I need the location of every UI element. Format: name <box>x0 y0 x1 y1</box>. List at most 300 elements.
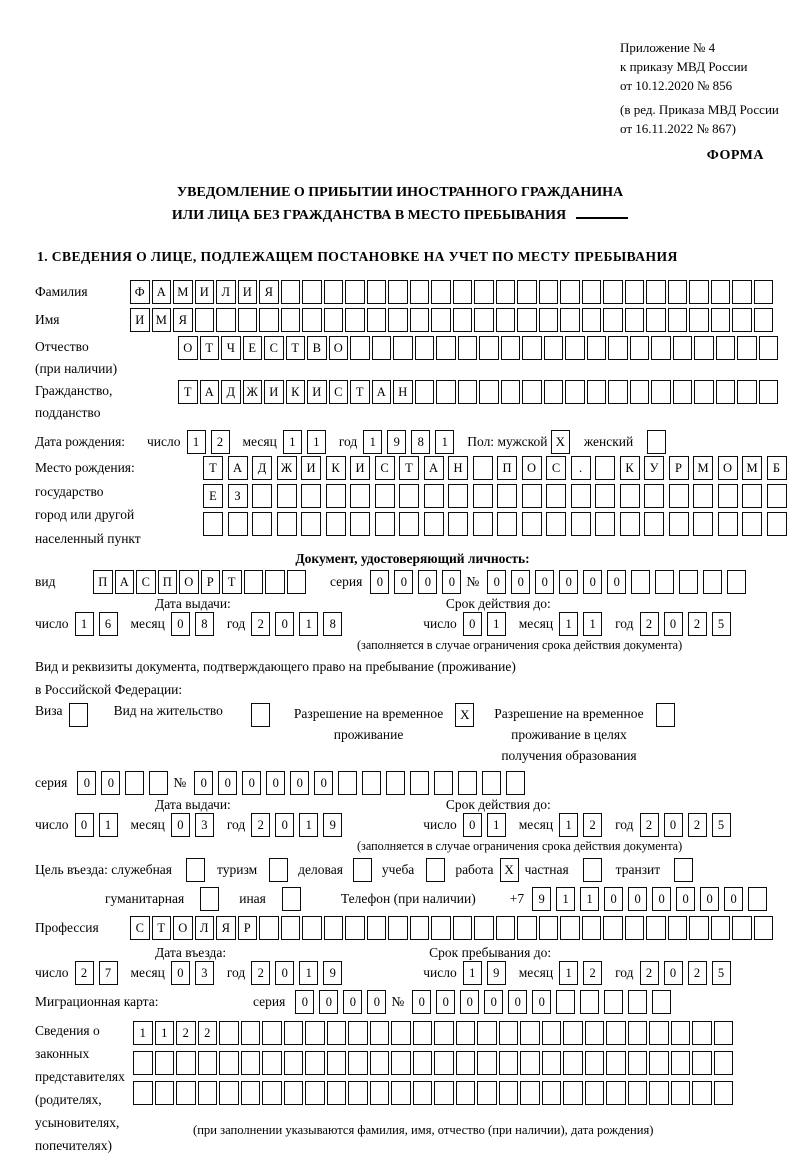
birth-place-input-row-1[interactable] <box>203 456 791 480</box>
char-cell[interactable] <box>477 1021 497 1045</box>
birth-year-input[interactable] <box>363 430 459 454</box>
char-cell[interactable] <box>176 1081 196 1105</box>
char-cell[interactable] <box>479 336 499 360</box>
char-cell[interactable]: О <box>179 570 199 594</box>
char-cell[interactable]: О <box>718 456 738 480</box>
char-cell[interactable]: 0 <box>218 771 237 795</box>
char-cell[interactable] <box>520 1021 540 1045</box>
identity-expiry-day-input[interactable] <box>463 612 511 636</box>
doc-kind-input[interactable] <box>93 570 308 594</box>
char-cell[interactable]: 7 <box>99 961 118 985</box>
char-cell[interactable]: 1 <box>363 430 382 454</box>
char-cell[interactable]: Т <box>350 380 370 404</box>
char-cell[interactable] <box>732 916 752 940</box>
char-cell[interactable]: З <box>228 484 248 508</box>
char-cell[interactable] <box>219 1081 239 1105</box>
residence-series-input[interactable] <box>77 771 173 795</box>
char-cell[interactable] <box>671 1081 691 1105</box>
char-cell[interactable] <box>301 512 321 536</box>
char-cell[interactable]: Ж <box>243 380 263 404</box>
char-cell[interactable]: 2 <box>640 612 659 636</box>
stay-month-input[interactable] <box>559 961 607 985</box>
char-cell[interactable] <box>362 771 381 795</box>
char-cell[interactable]: 2 <box>251 612 270 636</box>
char-cell[interactable] <box>393 336 413 360</box>
char-cell[interactable]: 0 <box>412 990 431 1014</box>
char-cell[interactable]: 2 <box>583 961 602 985</box>
char-cell[interactable]: О <box>173 916 193 940</box>
char-cell[interactable] <box>228 512 248 536</box>
char-cell[interactable] <box>689 280 709 304</box>
char-cell[interactable] <box>539 280 559 304</box>
char-cell[interactable] <box>520 1081 540 1105</box>
char-cell[interactable] <box>375 484 395 508</box>
char-cell[interactable] <box>391 1081 411 1105</box>
char-cell[interactable]: 0 <box>171 612 190 636</box>
char-cell[interactable] <box>324 308 344 332</box>
char-cell[interactable] <box>655 570 674 594</box>
char-cell[interactable] <box>350 336 370 360</box>
char-cell[interactable] <box>711 308 731 332</box>
char-cell[interactable]: 2 <box>198 1021 218 1045</box>
char-cell[interactable] <box>324 916 344 940</box>
char-cell[interactable] <box>606 1021 626 1045</box>
char-cell[interactable]: 1 <box>75 612 94 636</box>
char-cell[interactable] <box>327 1021 347 1045</box>
char-cell[interactable]: И <box>301 456 321 480</box>
char-cell[interactable] <box>391 1051 411 1075</box>
char-cell[interactable] <box>370 1051 390 1075</box>
char-cell[interactable] <box>474 280 494 304</box>
purpose-business-checkbox[interactable] <box>353 858 372 882</box>
char-cell[interactable] <box>473 484 493 508</box>
char-cell[interactable] <box>284 1051 304 1075</box>
char-cell[interactable]: Д <box>252 456 272 480</box>
char-cell[interactable] <box>711 280 731 304</box>
char-cell[interactable] <box>669 512 689 536</box>
char-cell[interactable] <box>714 1021 734 1045</box>
char-cell[interactable] <box>238 308 258 332</box>
char-cell[interactable] <box>262 1081 282 1105</box>
char-cell[interactable]: 1 <box>583 612 602 636</box>
char-cell[interactable] <box>517 280 537 304</box>
purpose-transit-checkbox[interactable] <box>674 858 693 882</box>
char-cell[interactable] <box>477 1051 497 1075</box>
char-cell[interactable]: 0 <box>242 771 261 795</box>
char-cell[interactable]: 0 <box>436 990 455 1014</box>
char-cell[interactable] <box>585 1081 605 1105</box>
char-cell[interactable]: 5 <box>712 612 731 636</box>
char-cell[interactable]: 1 <box>487 612 506 636</box>
char-cell[interactable] <box>595 456 615 480</box>
char-cell[interactable]: Е <box>243 336 263 360</box>
residence-expiry-month-input[interactable] <box>559 813 607 837</box>
char-cell[interactable]: А <box>228 456 248 480</box>
char-cell[interactable]: 0 <box>343 990 362 1014</box>
char-cell[interactable]: Б <box>767 456 787 480</box>
char-cell[interactable] <box>625 280 645 304</box>
char-cell[interactable] <box>560 916 580 940</box>
char-cell[interactable] <box>544 336 564 360</box>
char-cell[interactable] <box>327 1051 347 1075</box>
char-cell[interactable] <box>388 308 408 332</box>
char-cell[interactable] <box>522 336 542 360</box>
char-cell[interactable]: А <box>372 380 392 404</box>
char-cell[interactable]: 2 <box>640 961 659 985</box>
char-cell[interactable]: 9 <box>532 887 551 911</box>
char-cell[interactable]: И <box>238 280 258 304</box>
char-cell[interactable]: С <box>130 916 150 940</box>
representatives-input-row-2[interactable] <box>133 1051 735 1075</box>
char-cell[interactable]: 0 <box>535 570 554 594</box>
char-cell[interactable]: И <box>130 308 150 332</box>
char-cell[interactable]: 0 <box>700 887 719 911</box>
identity-expiry-year-input[interactable] <box>640 612 736 636</box>
char-cell[interactable]: 1 <box>187 430 206 454</box>
char-cell[interactable]: 1 <box>487 813 506 837</box>
char-cell[interactable] <box>646 308 666 332</box>
char-cell[interactable]: 0 <box>463 813 482 837</box>
char-cell[interactable] <box>456 1021 476 1045</box>
char-cell[interactable] <box>556 990 575 1014</box>
char-cell[interactable] <box>668 916 688 940</box>
char-cell[interactable]: К <box>620 456 640 480</box>
char-cell[interactable] <box>689 916 709 940</box>
char-cell[interactable] <box>608 380 628 404</box>
char-cell[interactable] <box>219 1051 239 1075</box>
char-cell[interactable] <box>595 484 615 508</box>
char-cell[interactable] <box>628 1021 648 1045</box>
char-cell[interactable] <box>301 484 321 508</box>
char-cell[interactable] <box>281 916 301 940</box>
char-cell[interactable] <box>544 380 564 404</box>
char-cell[interactable]: А <box>424 456 444 480</box>
phone-input[interactable] <box>532 887 772 911</box>
char-cell[interactable]: 0 <box>532 990 551 1014</box>
char-cell[interactable] <box>415 380 435 404</box>
char-cell[interactable] <box>434 771 453 795</box>
char-cell[interactable]: О <box>178 336 198 360</box>
identity-issue-day-input[interactable] <box>75 612 123 636</box>
char-cell[interactable]: Д <box>221 380 241 404</box>
char-cell[interactable] <box>546 484 566 508</box>
char-cell[interactable] <box>350 512 370 536</box>
char-cell[interactable] <box>644 484 664 508</box>
char-cell[interactable] <box>560 308 580 332</box>
char-cell[interactable] <box>754 916 774 940</box>
char-cell[interactable]: 1 <box>559 612 578 636</box>
char-cell[interactable]: М <box>693 456 713 480</box>
char-cell[interactable] <box>628 990 647 1014</box>
char-cell[interactable] <box>345 280 365 304</box>
char-cell[interactable] <box>628 1081 648 1105</box>
char-cell[interactable] <box>345 308 365 332</box>
char-cell[interactable]: 2 <box>251 961 270 985</box>
char-cell[interactable] <box>219 1021 239 1045</box>
surname-input[interactable] <box>130 280 775 304</box>
char-cell[interactable] <box>651 380 671 404</box>
char-cell[interactable]: 8 <box>411 430 430 454</box>
char-cell[interactable] <box>539 916 559 940</box>
char-cell[interactable] <box>631 570 650 594</box>
char-cell[interactable] <box>277 512 297 536</box>
char-cell[interactable] <box>350 484 370 508</box>
char-cell[interactable]: П <box>93 570 113 594</box>
char-cell[interactable] <box>693 484 713 508</box>
purpose-private-checkbox[interactable] <box>583 858 602 882</box>
char-cell[interactable] <box>474 916 494 940</box>
char-cell[interactable]: 0 <box>652 887 671 911</box>
char-cell[interactable] <box>542 1021 562 1045</box>
residence-issue-month-input[interactable] <box>171 813 219 837</box>
char-cell[interactable] <box>424 512 444 536</box>
char-cell[interactable] <box>434 1081 454 1105</box>
char-cell[interactable]: М <box>742 456 762 480</box>
char-cell[interactable] <box>448 484 468 508</box>
char-cell[interactable] <box>458 380 478 404</box>
char-cell[interactable] <box>767 484 787 508</box>
char-cell[interactable] <box>326 484 346 508</box>
char-cell[interactable] <box>482 771 501 795</box>
char-cell[interactable]: 1 <box>299 961 318 985</box>
char-cell[interactable] <box>345 916 365 940</box>
char-cell[interactable]: 0 <box>275 961 294 985</box>
char-cell[interactable]: 2 <box>688 612 707 636</box>
char-cell[interactable] <box>694 336 714 360</box>
char-cell[interactable] <box>522 512 542 536</box>
char-cell[interactable]: 8 <box>323 612 342 636</box>
char-cell[interactable]: Т <box>203 456 223 480</box>
identity-issue-month-input[interactable] <box>171 612 219 636</box>
char-cell[interactable] <box>604 990 623 1014</box>
char-cell[interactable] <box>259 916 279 940</box>
char-cell[interactable] <box>370 1081 390 1105</box>
char-cell[interactable] <box>195 308 215 332</box>
char-cell[interactable]: 0 <box>676 887 695 911</box>
char-cell[interactable] <box>413 1021 433 1045</box>
char-cell[interactable]: О <box>522 456 542 480</box>
char-cell[interactable] <box>625 308 645 332</box>
char-cell[interactable] <box>453 308 473 332</box>
char-cell[interactable] <box>742 512 762 536</box>
char-cell[interactable] <box>571 484 591 508</box>
char-cell[interactable] <box>522 484 542 508</box>
char-cell[interactable]: Я <box>216 916 236 940</box>
char-cell[interactable]: И <box>350 456 370 480</box>
char-cell[interactable] <box>517 916 537 940</box>
char-cell[interactable] <box>646 916 666 940</box>
purpose-other-checkbox[interactable] <box>282 887 301 911</box>
char-cell[interactable] <box>477 1081 497 1105</box>
char-cell[interactable] <box>651 336 671 360</box>
char-cell[interactable]: 9 <box>387 430 406 454</box>
char-cell[interactable] <box>693 512 713 536</box>
char-cell[interactable] <box>767 512 787 536</box>
char-cell[interactable] <box>620 484 640 508</box>
char-cell[interactable] <box>608 336 628 360</box>
char-cell[interactable] <box>652 990 671 1014</box>
char-cell[interactable] <box>453 280 473 304</box>
char-cell[interactable]: 9 <box>323 961 342 985</box>
char-cell[interactable]: Ж <box>277 456 297 480</box>
char-cell[interactable] <box>284 1081 304 1105</box>
char-cell[interactable]: 0 <box>194 771 213 795</box>
residence-expiry-year-input[interactable] <box>640 813 736 837</box>
char-cell[interactable] <box>501 336 521 360</box>
char-cell[interactable]: 2 <box>211 430 230 454</box>
char-cell[interactable]: Ф <box>130 280 150 304</box>
char-cell[interactable]: 1 <box>299 813 318 837</box>
char-cell[interactable]: С <box>546 456 566 480</box>
representatives-input-row-3[interactable] <box>133 1081 735 1105</box>
char-cell[interactable]: Р <box>669 456 689 480</box>
char-cell[interactable] <box>348 1081 368 1105</box>
char-cell[interactable]: Т <box>152 916 172 940</box>
char-cell[interactable] <box>501 380 521 404</box>
char-cell[interactable] <box>587 380 607 404</box>
patronymic-input[interactable] <box>178 336 780 360</box>
entry-day-input[interactable] <box>75 961 123 985</box>
char-cell[interactable] <box>630 336 650 360</box>
char-cell[interactable] <box>522 380 542 404</box>
char-cell[interactable] <box>671 1021 691 1045</box>
char-cell[interactable]: 9 <box>323 813 342 837</box>
char-cell[interactable] <box>565 380 585 404</box>
char-cell[interactable] <box>649 1021 669 1045</box>
char-cell[interactable]: Т <box>222 570 242 594</box>
char-cell[interactable] <box>410 771 429 795</box>
char-cell[interactable] <box>603 916 623 940</box>
char-cell[interactable]: 0 <box>314 771 333 795</box>
char-cell[interactable] <box>673 336 693 360</box>
char-cell[interactable]: 3 <box>195 813 214 837</box>
char-cell[interactable] <box>262 1051 282 1075</box>
char-cell[interactable]: Т <box>399 456 419 480</box>
char-cell[interactable] <box>668 308 688 332</box>
char-cell[interactable] <box>262 1021 282 1045</box>
char-cell[interactable] <box>606 1051 626 1075</box>
char-cell[interactable] <box>759 336 779 360</box>
char-cell[interactable]: 1 <box>133 1021 153 1045</box>
char-cell[interactable] <box>434 1051 454 1075</box>
char-cell[interactable]: . <box>571 456 591 480</box>
char-cell[interactable]: 0 <box>77 771 96 795</box>
char-cell[interactable] <box>305 1051 325 1075</box>
char-cell[interactable] <box>375 512 395 536</box>
char-cell[interactable] <box>410 280 430 304</box>
char-cell[interactable]: 0 <box>628 887 647 911</box>
char-cell[interactable]: 0 <box>275 612 294 636</box>
char-cell[interactable]: 0 <box>460 990 479 1014</box>
char-cell[interactable] <box>603 280 623 304</box>
char-cell[interactable] <box>198 1081 218 1105</box>
char-cell[interactable] <box>434 1021 454 1045</box>
char-cell[interactable] <box>727 570 746 594</box>
char-cell[interactable] <box>327 1081 347 1105</box>
char-cell[interactable]: Л <box>216 280 236 304</box>
char-cell[interactable] <box>133 1051 153 1075</box>
char-cell[interactable]: 0 <box>418 570 437 594</box>
char-cell[interactable] <box>571 512 591 536</box>
char-cell[interactable] <box>473 456 493 480</box>
char-cell[interactable]: К <box>286 380 306 404</box>
char-cell[interactable] <box>216 308 236 332</box>
char-cell[interactable]: О <box>329 336 349 360</box>
residence-issue-day-input[interactable] <box>75 813 123 837</box>
char-cell[interactable]: 1 <box>559 813 578 837</box>
sex-male-checkbox[interactable]: X <box>551 430 570 454</box>
char-cell[interactable]: 0 <box>487 570 506 594</box>
char-cell[interactable] <box>497 484 517 508</box>
char-cell[interactable] <box>563 1051 583 1075</box>
char-cell[interactable] <box>582 916 602 940</box>
birth-place-input-row-3[interactable] <box>203 512 791 536</box>
char-cell[interactable] <box>155 1051 175 1075</box>
char-cell[interactable] <box>338 771 357 795</box>
char-cell[interactable] <box>391 1021 411 1045</box>
char-cell[interactable]: Н <box>448 456 468 480</box>
char-cell[interactable] <box>281 308 301 332</box>
char-cell[interactable] <box>155 1081 175 1105</box>
char-cell[interactable]: К <box>326 456 346 480</box>
char-cell[interactable] <box>625 916 645 940</box>
char-cell[interactable]: А <box>200 380 220 404</box>
char-cell[interactable] <box>718 512 738 536</box>
char-cell[interactable] <box>671 1051 691 1075</box>
char-cell[interactable] <box>716 336 736 360</box>
char-cell[interactable] <box>284 1021 304 1045</box>
char-cell[interactable]: 0 <box>319 990 338 1014</box>
sex-female-checkbox[interactable] <box>647 430 666 454</box>
char-cell[interactable] <box>252 512 272 536</box>
char-cell[interactable] <box>497 512 517 536</box>
char-cell[interactable] <box>388 916 408 940</box>
entry-month-input[interactable] <box>171 961 219 985</box>
char-cell[interactable]: 1 <box>307 430 326 454</box>
char-cell[interactable] <box>431 916 451 940</box>
char-cell[interactable] <box>241 1081 261 1105</box>
char-cell[interactable] <box>496 280 516 304</box>
char-cell[interactable]: 0 <box>583 570 602 594</box>
char-cell[interactable] <box>176 1051 196 1075</box>
char-cell[interactable]: И <box>264 380 284 404</box>
char-cell[interactable] <box>585 1021 605 1045</box>
char-cell[interactable] <box>742 484 762 508</box>
doc-number-input[interactable] <box>487 570 751 594</box>
char-cell[interactable]: Т <box>286 336 306 360</box>
profession-input[interactable] <box>130 916 775 940</box>
char-cell[interactable]: 0 <box>394 570 413 594</box>
residence-number-input[interactable] <box>194 771 530 795</box>
temp-residence-edu-checkbox[interactable] <box>656 703 675 727</box>
char-cell[interactable]: 1 <box>580 887 599 911</box>
char-cell[interactable] <box>265 570 285 594</box>
char-cell[interactable]: С <box>264 336 284 360</box>
char-cell[interactable] <box>759 380 779 404</box>
char-cell[interactable] <box>399 484 419 508</box>
char-cell[interactable]: 0 <box>171 961 190 985</box>
char-cell[interactable]: 0 <box>75 813 94 837</box>
char-cell[interactable] <box>673 380 693 404</box>
char-cell[interactable]: 1 <box>299 612 318 636</box>
char-cell[interactable] <box>595 512 615 536</box>
char-cell[interactable]: И <box>307 380 327 404</box>
char-cell[interactable]: 1 <box>283 430 302 454</box>
identity-issue-year-input[interactable] <box>251 612 347 636</box>
char-cell[interactable] <box>703 570 722 594</box>
char-cell[interactable]: 2 <box>688 813 707 837</box>
char-cell[interactable]: 8 <box>195 612 214 636</box>
